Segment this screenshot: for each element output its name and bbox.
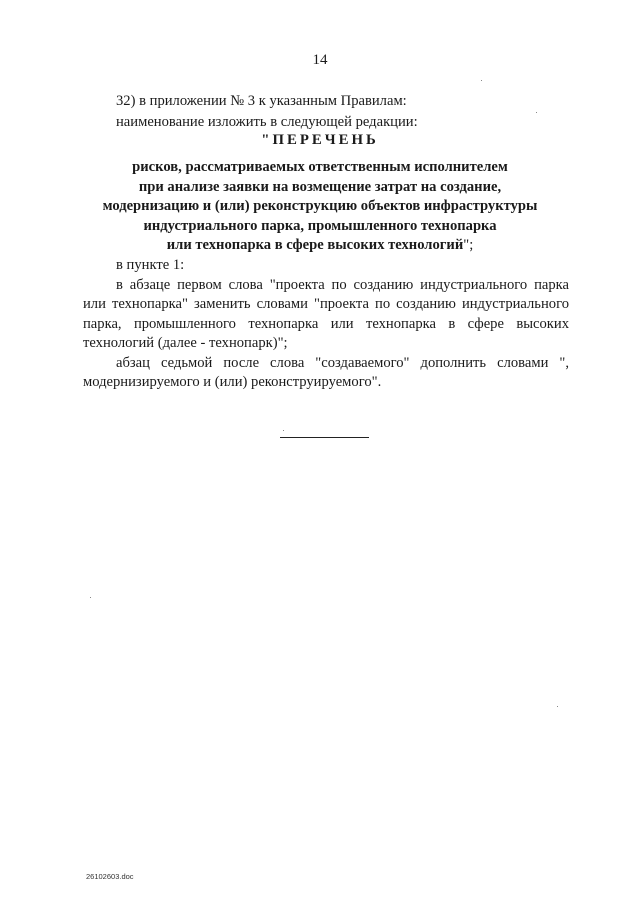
body-text [83,256,569,393]
footer-filename: 26102603.doc [86,872,134,881]
body-paragraph: в абзаце первом слова "проекта по созданию индустриального парка или технопарка" заменить словами "проекта по созданию индустриального парка, промышленного технопарка или технопарка в сфере высоких технологий (далее - технопарк)"; [83,276,569,351]
subtitle-line: модернизацию и (или) реконструкцию объектов инфраструктуры [102,198,538,214]
scan-speck [536,112,537,113]
page-number: 14 [312,52,328,68]
subtitle-line-text: или технопарка в сфере высоких технологий [166,237,464,253]
amendment-item-32: 32) в приложении № 3 к указанным Правилам: [116,93,407,109]
scan-speck [481,80,482,81]
subtitle-line: рисков, рассматриваемых ответственным исполнителем [132,159,508,175]
subtitle-closing-quote: "; [463,237,474,253]
subtitle-line-last [60,236,580,256]
scan-speck [283,430,284,431]
end-separator-line [280,437,369,438]
scan-speck [90,597,91,598]
body-paragraph: в пункте 1: [116,257,185,273]
document-title: "ПЕРЕЧЕНЬ [261,132,379,148]
body-paragraph: абзац седьмой после слова "создаваемого" дополнить словами ", модернизируемого и (или) реконструируемого". [83,354,569,390]
subtitle-line: индустриального парка, промышленного технопарка [143,217,497,234]
subtitle-line: при анализе заявки на возмещение затрат на создание, [138,178,502,195]
document-subtitle [60,158,580,256]
scan-speck [557,706,558,707]
amendment-instruction: наименование изложить в следующей редакции: [116,114,418,130]
